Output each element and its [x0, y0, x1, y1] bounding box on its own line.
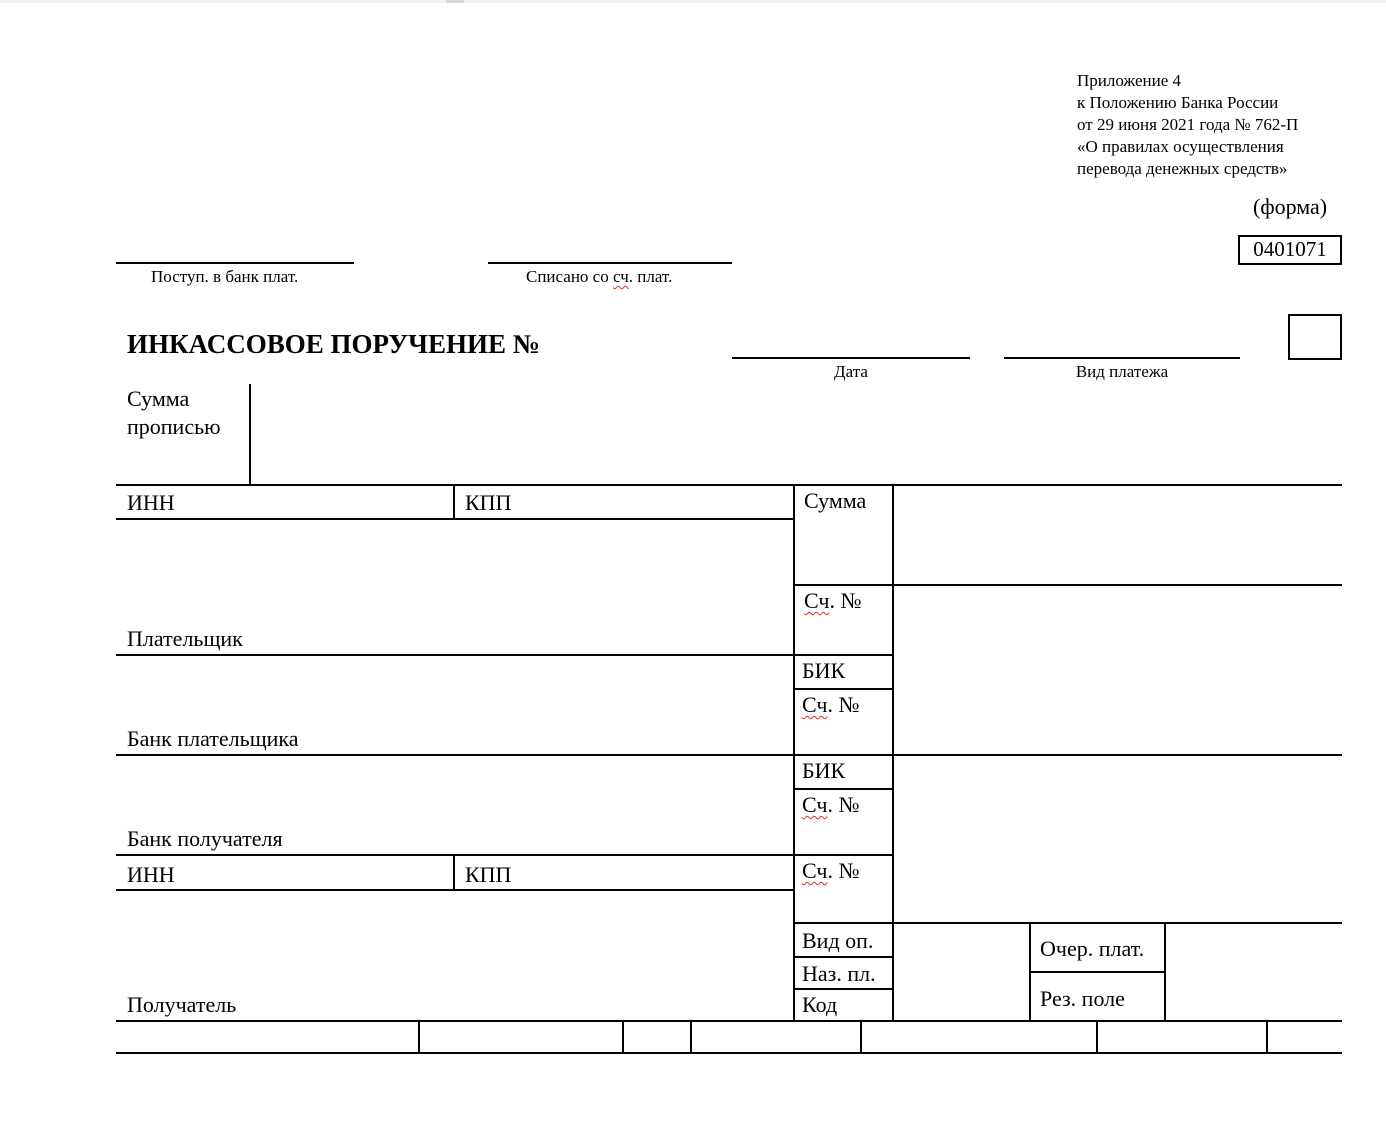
date-line	[732, 357, 970, 359]
amount-words-label-1: Сумма	[127, 386, 190, 411]
row-line-opcode	[793, 956, 893, 958]
recipient-kpp-label: КПП	[465, 862, 512, 887]
recipient-label: Получатель	[127, 992, 237, 1017]
payer-account-label	[804, 590, 861, 612]
debited-abbr: сч	[612, 267, 629, 286]
col-line-center-left	[793, 484, 795, 1020]
appendix-line: перевода денежных средств»	[1077, 159, 1288, 178]
bottom-cell-divider	[690, 1020, 692, 1052]
col-line-priority-left	[1029, 922, 1031, 1020]
debited-label	[526, 268, 672, 285]
row-line-bottom-1	[116, 1020, 1342, 1022]
debited-prefix: Списано со	[526, 267, 613, 286]
op-type-label: Вид оп.	[802, 928, 874, 953]
row-line-payer-bank	[116, 754, 1342, 756]
row-line-priority	[1029, 971, 1165, 973]
date-label: Дата	[834, 362, 868, 381]
form-code: 0401071	[1253, 237, 1327, 261]
code-label: Код	[802, 992, 838, 1017]
priority-label: Очер. плат.	[1040, 936, 1145, 961]
payer-bank-account-label	[802, 694, 859, 716]
account-abbr: Сч	[802, 692, 828, 717]
debited-suffix: . плат.	[628, 267, 673, 286]
bottom-cell-divider	[1096, 1020, 1098, 1052]
appendix-line: от 29 июня 2021 года № 762-П	[1077, 115, 1299, 134]
received-label: Поступ. в банк плат.	[151, 267, 299, 286]
recipient-bank-bik-label: БИК	[802, 758, 846, 783]
account-suffix: . №	[827, 858, 860, 883]
payer-bank-bik-label: БИК	[802, 658, 846, 683]
row-line-recipient-bank	[116, 854, 893, 856]
top-edge	[0, 0, 1386, 3]
debited-line	[488, 262, 732, 264]
appendix-line: Приложение 4	[1077, 71, 1181, 90]
account-suffix: . №	[827, 792, 860, 817]
recipient-inn-label: ИНН	[127, 862, 175, 887]
recipient-bank-label: Банк получателя	[127, 826, 283, 851]
payment-type-line	[1004, 357, 1240, 359]
bottom-cell-divider	[622, 1020, 624, 1052]
row-line-purpose	[793, 988, 893, 990]
payer-label: Плательщик	[127, 626, 243, 651]
col-line-center-right	[892, 484, 894, 1020]
payer-kpp-label: КПП	[465, 490, 512, 515]
col-line-kpp-top	[453, 484, 455, 518]
row-line-payer	[116, 654, 893, 656]
top-edge-mark	[446, 0, 464, 3]
purpose-code-label: Наз. пл.	[802, 961, 876, 986]
status-box[interactable]	[1288, 314, 1342, 360]
appendix-line: к Положению Банка России	[1077, 93, 1279, 112]
recipient-bank-account-label	[802, 794, 859, 816]
account-suffix: . №	[829, 588, 862, 613]
form-label: (форма)	[1253, 194, 1328, 219]
col-line-priority-right	[1164, 922, 1166, 1020]
row-line-bik1	[793, 688, 893, 690]
document-title: ИНКАССОВОЕ ПОРУЧЕНИЕ №	[127, 329, 540, 359]
account-abbr: Сч	[804, 588, 830, 613]
amount-label: Сумма	[804, 488, 867, 513]
payment-type-label: Вид платежа	[1075, 362, 1169, 381]
col-line-kpp-bottom	[453, 854, 455, 889]
account-suffix: . №	[827, 692, 860, 717]
row-line-bik2	[793, 788, 893, 790]
received-line	[116, 262, 354, 264]
payer-inn-label: ИНН	[127, 490, 175, 515]
amount-words-label-2: прописью	[127, 414, 221, 439]
bottom-cell-divider	[860, 1020, 862, 1052]
row-line-account1	[793, 584, 1342, 586]
bottom-cell-divider	[418, 1020, 420, 1052]
row-line-payer-inn	[116, 518, 793, 520]
row-line-bottom-2	[116, 1052, 1342, 1054]
appendix-line: «О правилах осуществления	[1077, 137, 1284, 156]
appendix-block	[1077, 70, 1298, 180]
bottom-cell-divider	[1266, 1020, 1268, 1052]
account-abbr: Сч	[802, 858, 828, 883]
account-abbr: Сч	[802, 792, 828, 817]
row-line-recipient-inn	[116, 889, 793, 891]
recipient-account-label	[802, 860, 859, 882]
row-line-main-top	[116, 484, 1342, 486]
amount-words-divider	[249, 384, 251, 484]
row-line-codes-top	[793, 922, 1342, 924]
payer-bank-label: Банк плательщика	[127, 726, 299, 751]
reserved-field-label: Рез. поле	[1040, 986, 1125, 1011]
